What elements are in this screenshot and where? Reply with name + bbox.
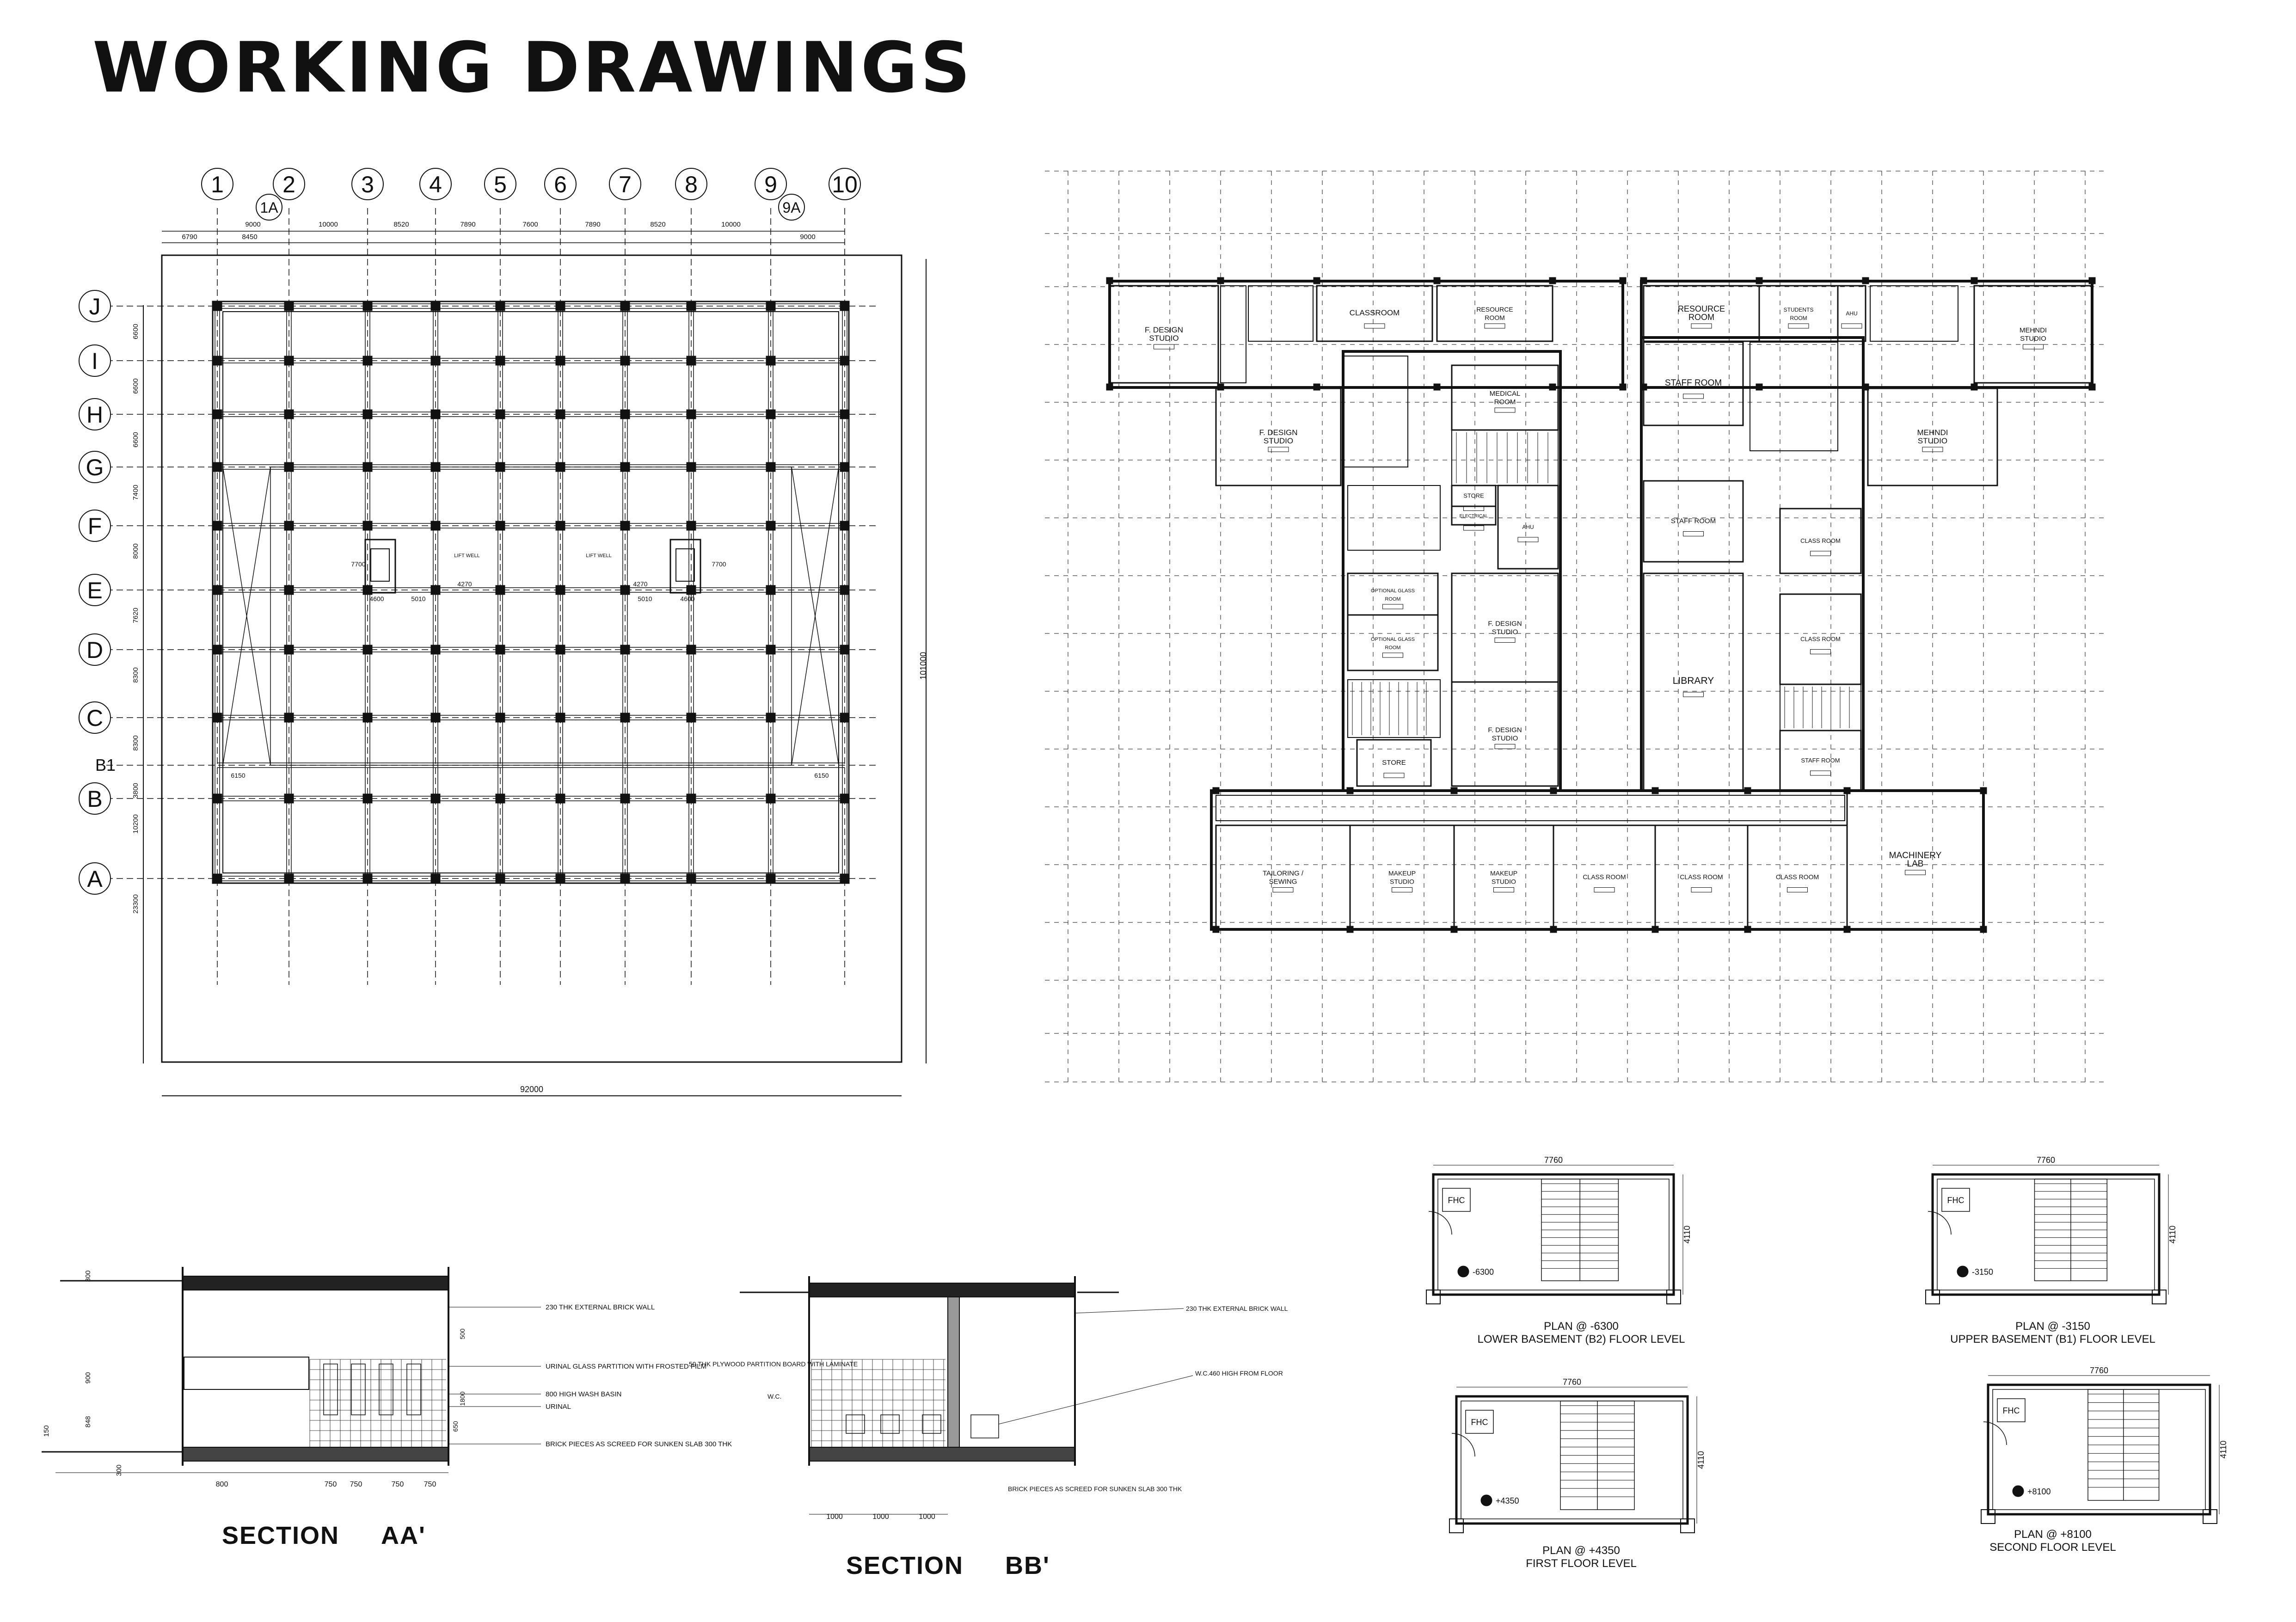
grid-column-label: 2 (282, 172, 295, 197)
row-dimension: 7620 (132, 608, 140, 623)
grid-row-label: C (86, 705, 104, 731)
row-dimension: 3800 (132, 783, 140, 799)
stair-depth-dim: 4110 (2219, 1440, 2228, 1459)
page-title: WORKING DRAWINGS (92, 28, 973, 108)
grid-row-label: H (86, 402, 104, 428)
inner-dimension: 4270 (633, 580, 648, 588)
room-name: F. DESIGN (1144, 326, 1184, 334)
stair-caption-b2: PLAN @ -6300 LOWER BASEMENT (B2) FLOOR LEVEL (1477, 1320, 1685, 1346)
section-note: 230 THK EXTERNAL BRICK WALL (546, 1303, 655, 1311)
section-note: BRICK PIECES AS SCREED FOR SUNKEN SLAB 300 THK (1008, 1485, 1182, 1493)
room-name: ROOM (1494, 398, 1516, 406)
section-note: BRICK PIECES AS SCREED FOR SUNKEN SLAB 300 THK (546, 1440, 732, 1448)
stair-caption-first: PLAN @ +4350 FIRST FLOOR LEVEL (1526, 1544, 1637, 1570)
section-dim: 1000 (826, 1513, 843, 1521)
row-dimension: 10200 (132, 814, 140, 834)
total-height-dim: 101000 (919, 651, 928, 680)
inner-dimension: 7700 (712, 560, 726, 568)
grid-column-label: 4 (429, 172, 442, 197)
section-note: URINAL GLASS PARTITION WITH FROSTED FILM (546, 1363, 707, 1370)
stair-width-dim: 7760 (1562, 1377, 1582, 1387)
section-note: URINAL (546, 1403, 571, 1411)
column-dimension: 8450 (242, 233, 258, 241)
section-dim: 300 (84, 1270, 92, 1282)
grid-row-label: A (87, 866, 103, 892)
grid-column-label: 10 (832, 172, 858, 197)
level-marker (2013, 1486, 2024, 1497)
stair-caption-second: PLAN @ +8100 SECOND FLOOR LEVEL (1989, 1528, 2116, 1554)
inner-dimension: 5010 (411, 595, 426, 602)
grid-column-label: 5 (494, 172, 507, 197)
row-dimension: 8300 (132, 667, 140, 683)
section-dim: 150 (43, 1425, 50, 1437)
section-dim: 848 (84, 1416, 92, 1428)
column-dimension: 7890 (585, 221, 601, 228)
grid-row-label: B (87, 786, 103, 812)
section-note: W.C. (767, 1393, 782, 1400)
room-name: MACHINERY (1889, 851, 1942, 860)
room-name: MAKEUP (1388, 869, 1416, 877)
stair-core-inner (1993, 1389, 2205, 1510)
room-name: ELECTRICAL (1459, 514, 1488, 519)
row-dimension: 23300 (132, 894, 140, 914)
room-name: STAFF ROOM (1670, 517, 1716, 525)
grid-row-label: J (89, 294, 101, 319)
room-name: CLASS ROOM (1680, 873, 1723, 881)
lift-well-label: LIFT WELL (586, 553, 612, 559)
column-dimension: 10000 (721, 221, 741, 228)
room-name: F. DESIGN (1259, 428, 1298, 437)
section-dim: 800 (215, 1481, 228, 1488)
room-name: RESOURCE (1476, 306, 1513, 313)
grid-column-label: 9 (764, 172, 777, 197)
room-name: AHU (1522, 524, 1534, 530)
room-name: LIBRARY (1672, 676, 1714, 686)
inner-dimension: 6150 (814, 772, 829, 779)
section-dim: 1000 (919, 1513, 935, 1521)
room-name: CLASS ROOM (1583, 873, 1626, 881)
section-dim: 750 (324, 1481, 337, 1488)
row-dimension: 6600 (132, 324, 140, 339)
level-marker (1481, 1495, 1492, 1506)
section-dim: 750 (391, 1481, 404, 1488)
fhc-label: FHC (1448, 1196, 1465, 1205)
grid-column-label: 3 (361, 172, 374, 197)
grid-column-label: 6 (554, 172, 567, 197)
room-name: ROOM (1790, 315, 1807, 321)
section-dim: 750 (424, 1481, 436, 1488)
stair-width-dim: 7760 (2089, 1366, 2109, 1375)
room-name: F. DESIGN (1488, 620, 1522, 628)
room-name: OPTIONAL GLASS (1371, 588, 1415, 594)
column-dimension: 7890 (460, 221, 476, 228)
room-name: ROOM (1385, 645, 1401, 651)
total-width-dim: 92000 (520, 1085, 544, 1094)
lift-well-label: LIFT WELL (454, 553, 480, 559)
room-name: STUDIO (1263, 436, 1294, 445)
section-note: 50 THK PLYWOOD PARTITION BOARD WITH LAMINATE (689, 1360, 858, 1368)
grid-column-label: 1 (211, 172, 224, 197)
row-dimension: 6600 (132, 432, 140, 448)
section-dim: 750 (350, 1481, 362, 1488)
inner-dimension: 4600 (369, 595, 384, 602)
section-dim: 900 (84, 1372, 92, 1384)
row-dimension: 7400 (132, 485, 140, 500)
column-dimension: 7600 (522, 221, 538, 228)
stair-core-inner (1461, 1401, 1683, 1519)
column-dimension: 10000 (319, 221, 338, 228)
inner-dimension: 5010 (638, 595, 652, 602)
grid-column-label: 8 (685, 172, 698, 197)
row-dimension: 8300 (132, 735, 140, 751)
room-name: STUDENTS (1783, 307, 1814, 313)
room-name: OPTIONAL GLASS (1371, 637, 1415, 642)
room-name: TAILORING / (1262, 869, 1304, 878)
section-note: W.C.460 HIGH FROM FLOOR (1195, 1370, 1283, 1377)
room-name: CLASS ROOM (1800, 635, 1841, 643)
stair-core (1433, 1174, 1674, 1295)
room-name: CLASS ROOM (1800, 537, 1841, 544)
room-name: STUDIO (2020, 335, 2046, 343)
section-note: 230 THK EXTERNAL BRICK WALL (1186, 1305, 1288, 1312)
room-name: LAB (1907, 859, 1924, 869)
grid-row-label: I (92, 348, 98, 374)
column-dimension: 9000 (245, 221, 261, 228)
column-dimension: 8520 (650, 221, 666, 228)
room-name: AHU (1846, 310, 1858, 317)
level-marker (1957, 1266, 1968, 1277)
room-name: STUDIO (1492, 628, 1518, 636)
column-dimension: 6790 (182, 233, 197, 241)
room-name: STUDIO (1917, 436, 1948, 445)
room-name: STORE (1463, 492, 1484, 499)
room-name: CLASSROOM (1349, 308, 1400, 317)
stair-depth-dim: 4110 (1682, 1225, 1692, 1244)
section-dim: 300 (115, 1464, 123, 1476)
stair-width-dim: 7760 (2036, 1155, 2056, 1165)
section-aa-title: SECTION AA' (222, 1522, 426, 1549)
room-name: SEWING (1269, 878, 1297, 886)
room-name: MEHNDI (2019, 326, 2047, 334)
grid-subcolumn-label: 9A (782, 199, 801, 216)
room-name: ROOM (1688, 313, 1714, 322)
section-dim: 500 (459, 1328, 466, 1339)
level-label: -6300 (1473, 1267, 1494, 1277)
stair-depth-dim: 4110 (2168, 1225, 2177, 1244)
room-name: ROOM (1485, 314, 1505, 321)
room-name: MEHNDI (1917, 428, 1948, 437)
grid-row-label: G (86, 455, 104, 480)
room-name: CLASS ROOM (1775, 873, 1819, 881)
room-name: STUDIO (1492, 734, 1518, 743)
room-name: STAFF ROOM (1664, 378, 1722, 388)
section-bb-title: SECTION BB' (846, 1552, 1050, 1579)
section-dim: 650 (452, 1421, 459, 1432)
room-name: STUDIO (1492, 878, 1516, 885)
fhc-label: FHC (2002, 1406, 2020, 1415)
room-name: STUDIO (1149, 334, 1179, 343)
grid-row-label: E (87, 578, 103, 603)
grid-row-label: F (87, 513, 102, 539)
row-dimension: 8000 (132, 543, 140, 559)
room-name: F. DESIGN (1488, 726, 1522, 734)
stair-core (1933, 1174, 2159, 1295)
fhc-label: FHC (1471, 1418, 1488, 1427)
room-name: RESOURCE (1677, 304, 1725, 313)
inner-dimension: 6150 (231, 772, 246, 779)
level-label: -3150 (1972, 1267, 1994, 1277)
level-label: +8100 (2027, 1487, 2051, 1496)
stair-caption-b1: PLAN @ -3150 UPPER BASEMENT (B1) FLOOR LEVEL (1950, 1320, 2155, 1346)
column-dimension: 8520 (393, 221, 409, 228)
stair-depth-dim: 4110 (1696, 1451, 1706, 1469)
section-dim: 1000 (872, 1513, 889, 1521)
row-dimension: 6600 (132, 378, 140, 394)
inner-dimension: 4600 (680, 595, 695, 602)
column-dimension: 9000 (800, 233, 816, 241)
inner-dimension: 7700 (351, 560, 366, 568)
grid-column-label: 7 (619, 172, 632, 197)
stair-width-dim: 7760 (1544, 1155, 1563, 1165)
stair-core (1456, 1396, 1688, 1524)
inner-dimension: 4270 (457, 580, 472, 588)
room-name: MAKEUP (1490, 869, 1518, 877)
section-dim: 1800 (459, 1391, 466, 1406)
grid-row-label: D (86, 637, 104, 663)
grid-subcolumn-label: 1A (260, 199, 278, 216)
room-name: MEDICAL (1489, 390, 1521, 398)
room-name: STAFF ROOM (1801, 757, 1840, 764)
grid-row-label: B1 (95, 756, 116, 774)
room-name: ROOM (1385, 596, 1401, 602)
level-label: +4350 (1496, 1496, 1519, 1505)
fhc-label: FHC (1947, 1196, 1964, 1205)
level-marker (1458, 1266, 1469, 1277)
room-name: STUDIO (1390, 878, 1414, 885)
room-name: STORE (1382, 759, 1406, 767)
section-note: 800 HIGH WASH BASIN (546, 1390, 622, 1398)
